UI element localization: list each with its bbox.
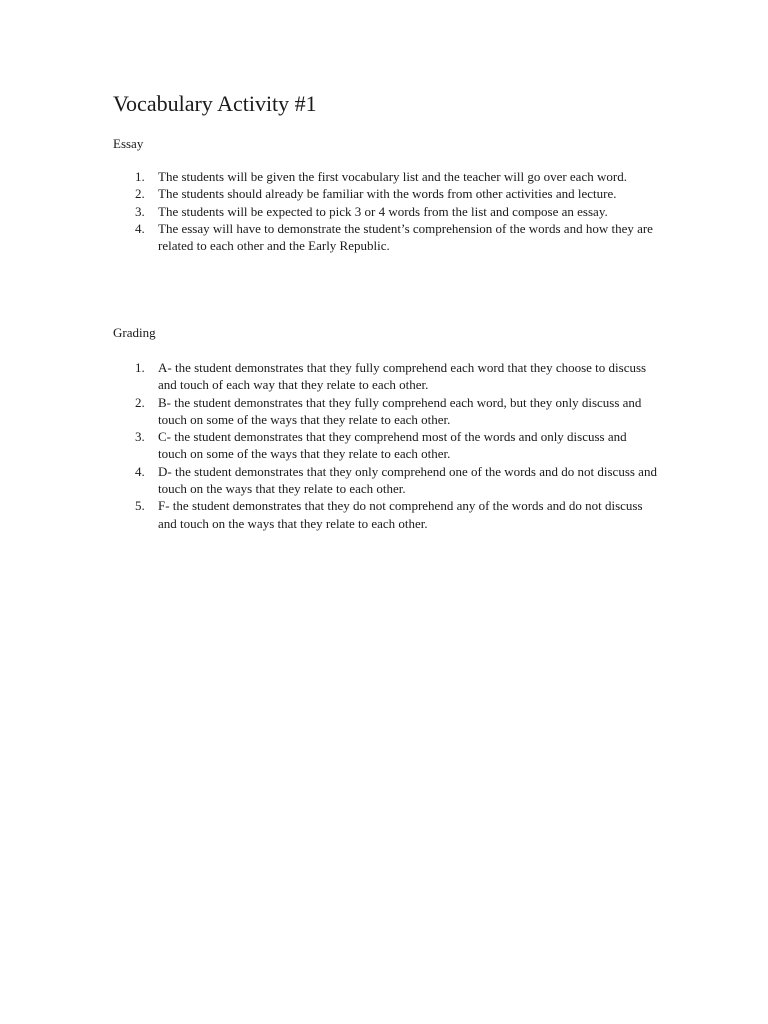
essay-heading: Essay (113, 136, 144, 151)
list-item-text: The students will be expected to pick 3 or 4 words from the list and compose an essay. (158, 203, 608, 219)
list-item (113, 428, 658, 463)
list-item (113, 185, 658, 202)
list-item-number: 2. (135, 186, 145, 202)
list-item-number: 5. (135, 498, 145, 514)
list-item-text: D- the student demonstrates that they only comprehend one of the words and do not discuss and touch on the ways that they relate to each other. (158, 463, 657, 497)
list-item-text: The students should already be familiar with the words from other activities and lecture. (158, 186, 617, 202)
list-item-number: 3. (135, 203, 145, 219)
list-item-number: 3. (135, 429, 145, 445)
document-title: Vocabulary Activity #1 (113, 91, 317, 116)
list-item-number: 1. (135, 169, 145, 184)
list-item (113, 220, 658, 255)
grading-heading: Grading (113, 325, 156, 340)
list-item-text: B- the student demonstrates that they fully comprehend each word, but they only discuss and touch on some of the ways that they relate to each other. (158, 394, 642, 427)
list-item (113, 359, 658, 394)
essay-list (113, 168, 658, 254)
grading-list (113, 359, 658, 532)
list-item (113, 168, 658, 185)
list-item-text: The essay will have to demonstrate the student’s comprehension of the words and how they are related to each other and the Early Republic. (158, 220, 653, 254)
list-item-number: 2. (135, 394, 145, 410)
list-item (113, 394, 658, 429)
list-item-text: A- the student demonstrates that they fully comprehend each word that they choose to discuss and touch of each way that they relate to each other. (158, 360, 647, 393)
list-item (113, 203, 658, 220)
list-item-text: C- the student demonstrates that they comprehend most of the words and only discuss and touch on some of the ways that they relate to each other. (158, 429, 627, 462)
list-item-text: F- the student demonstrates that they do not comprehend any of the words and do not discuss and touch on the ways that they relate to each other. (158, 498, 643, 531)
list-item-text: The students will be given the first vocabulary list and the teacher will go over each word. (158, 169, 627, 184)
list-item-number: 4. (135, 220, 145, 236)
list-item (113, 463, 658, 498)
list-item-number: 4. (135, 463, 145, 479)
list-item-number: 1. (135, 360, 145, 375)
list-item (113, 497, 658, 532)
